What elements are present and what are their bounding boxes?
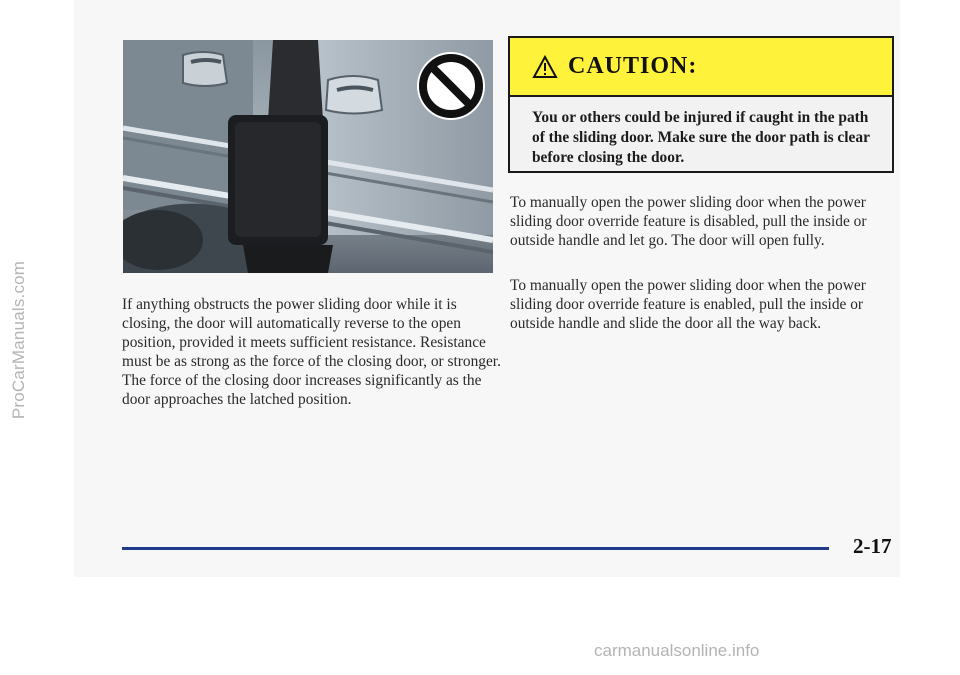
caution-header — [510, 38, 892, 97]
footer-watermark: carmanualsonline.info — [594, 641, 760, 660]
obstruction-paragraph: If anything obstructs the power sliding door while it is closing, the door will automatically reverse to the open position, provided it meets sufficient resistance. Resistance must be as strong as the force of the closing door, or stronger. The force of the closing door increases significantly as the door approaches the latched position. — [122, 296, 501, 408]
caution-box — [508, 36, 894, 173]
caution-title: CAUTION: — [568, 53, 698, 79]
override-enabled-paragraph: To manually open the power sliding door when the power sliding door override feature is enabled, pull the inside or outside handle and slide the door all the way back. — [510, 277, 866, 332]
footer-rule — [122, 547, 829, 550]
side-watermark-text: ProCarManuals.com — [9, 260, 28, 420]
door-photo-illustration — [123, 40, 493, 273]
warning-triangle-icon — [532, 55, 558, 79]
door-obstruction-photo — [123, 40, 493, 273]
override-disabled-paragraph: To manually open the power sliding door when the power sliding door override feature is disabled, pull the inside or outside handle and let go. The door will open fully. — [510, 194, 867, 249]
caution-text: You or others could be injured if caught in the path of the sliding door. Make sure the door path is clear before closing the door. — [532, 109, 870, 166]
side-watermark — [2, 160, 36, 520]
page-number: 2-17 — [853, 534, 892, 558]
prohibited-sign-icon — [417, 52, 485, 120]
